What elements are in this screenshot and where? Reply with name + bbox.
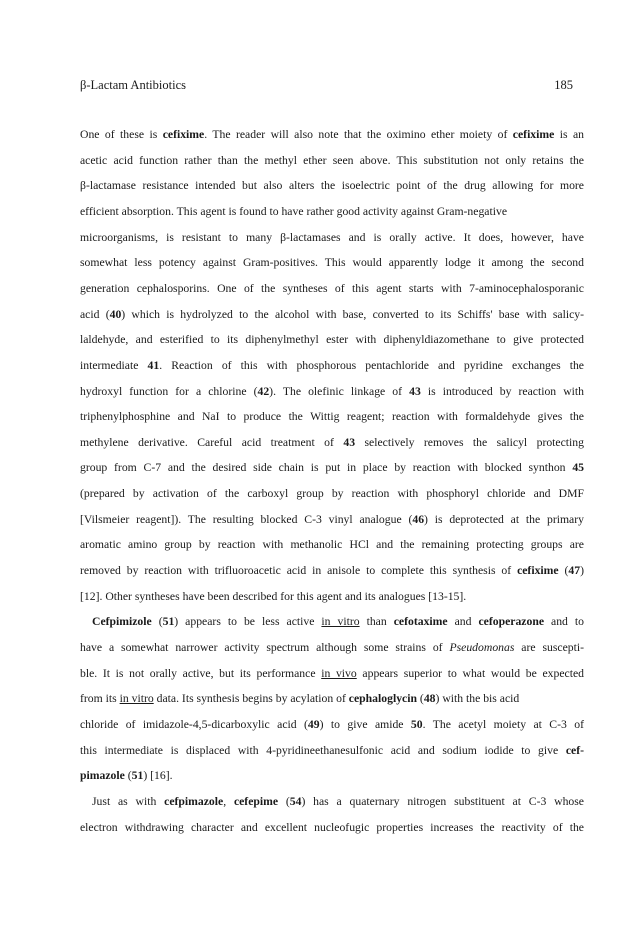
text-run: (: [558, 564, 569, 577]
text-line: [80, 460, 584, 475]
bold-term: cef-: [565, 743, 584, 757]
bold-term: 54: [289, 794, 302, 808]
text-run: ) [16].: [143, 769, 173, 783]
text-line: [80, 409, 584, 424]
text-run: ) to give amide: [319, 717, 411, 731]
text-run: . The acetyl moiety at C-3 of: [422, 717, 584, 731]
text-run: have a somewhat narrower activity spectrum although some strains of: [80, 641, 450, 654]
bold-term: 49: [307, 717, 320, 731]
bold-term: 48: [423, 692, 436, 706]
underlined-term: in vitro: [119, 692, 154, 706]
text-line: [80, 204, 584, 219]
text-run: acetic acid function rather than the methyl ether seen above. This substitution not only retains the: [80, 153, 584, 167]
underlined-term: in vivo: [321, 666, 357, 680]
bold-term: cefixime: [517, 564, 559, 577]
bold-term: 50: [410, 717, 423, 731]
text-line: [80, 230, 584, 245]
text-run: aromatic amino group by reaction with methanolic HCl and the remaining protecting groups are: [80, 538, 584, 552]
paragraph-first-line: [92, 794, 584, 809]
bold-term: 41: [147, 358, 160, 372]
text-line: [80, 512, 584, 527]
text-run: are suscepti-: [514, 641, 585, 654]
text-run: intermediate: [80, 358, 148, 372]
text-run: acid (: [80, 307, 110, 321]
text-run: [Vilsmeier reagent]). The resulting blocked C-3 vinyl analogue (: [80, 512, 413, 526]
text-run: One of these is: [80, 128, 163, 141]
text-line: [80, 486, 584, 501]
text-run: ) which is hydrolyzed to the alcohol with base, converted to its Schiffs' base with salicy-: [121, 307, 584, 321]
underlined-term: in vitro: [321, 615, 360, 629]
text-run: electron withdrawing character and excellent nucleofugic properties increases the reactivity of the: [80, 820, 584, 834]
text-line: [80, 153, 584, 168]
text-run: ble. It is not orally active, but its performance: [80, 666, 322, 680]
text-line: [80, 178, 584, 193]
text-run: and: [447, 615, 479, 629]
bold-term: 43: [409, 384, 421, 398]
bold-term: 43: [343, 435, 356, 449]
text-line: [80, 589, 584, 604]
text-run: hydroxyl function for a chlorine (: [80, 384, 258, 398]
text-run: removed by reaction with trifluoroacetic acid in anisole to complete this synthesis of: [80, 564, 518, 577]
text-line: [80, 743, 584, 758]
paragraph-first-line: [92, 614, 584, 629]
text-line: [80, 691, 584, 706]
text-run: efficient absorption. This agent is found to have rather good activity against Gram-negative: [80, 204, 508, 218]
bold-term: 47: [568, 564, 581, 577]
bold-term: 51: [162, 615, 175, 629]
text-run: . The reader will also note that the oximino ether moiety of: [204, 128, 513, 141]
text-line: [80, 358, 584, 373]
text-line: [80, 666, 584, 681]
text-run: . Reaction of this with phosphorous pentachloride and pyridine exchanges the: [159, 358, 584, 372]
text-run: somewhat less potency against Gram-positives. This would apparently lodge it among the second: [80, 256, 584, 270]
bold-term: cefixime: [162, 128, 205, 141]
text-line: [80, 563, 584, 578]
bold-term: pimazole: [80, 769, 125, 783]
text-run: (: [151, 615, 163, 629]
text-run: this intermediate is displaced with 4-pyridineethanesulfonic acid and sodium iodide to give: [80, 743, 566, 757]
bold-term: cephaloglycin: [348, 692, 417, 706]
bold-term: 40: [109, 307, 122, 321]
text-line: [80, 820, 584, 835]
running-title: β-Lactam Antibiotics: [80, 78, 186, 92]
text-run: ) is deprotected at the primary: [424, 512, 584, 526]
text-run: ) appears to be less active: [174, 615, 322, 629]
text-run: ): [580, 564, 584, 577]
text-run: methylene derivative. Careful acid treatment of: [80, 435, 344, 449]
text-line: [80, 281, 584, 296]
text-run: (: [416, 692, 424, 706]
bold-term: 42: [257, 384, 270, 398]
text-run: (: [278, 794, 290, 808]
text-line: [80, 307, 584, 322]
text-run: ). The olefinic linkage of: [269, 384, 410, 398]
text-run: data. Its synthesis begins by acylation of: [153, 692, 349, 706]
bold-term: 46: [412, 512, 425, 526]
text-line: [80, 127, 584, 142]
italic-term: Pseudomonas: [449, 641, 515, 654]
text-run: group from C-7 and the desired side chain is put in place by reaction with blocked synthon: [80, 461, 573, 475]
text-line: [80, 717, 584, 732]
text-line: [80, 768, 584, 783]
text-run: laldehyde, and esterified to its diphenylmethyl ester with diphenyldiazomethane to give protected: [80, 333, 584, 347]
text-line: [80, 537, 584, 552]
text-run: (: [124, 769, 132, 783]
bold-term: cefepime: [233, 794, 279, 808]
text-run: [12]. Other syntheses have been described for this agent and its analogues [13-15].: [80, 589, 467, 603]
text-line: [80, 384, 584, 399]
text-line: [80, 640, 584, 655]
text-run: β-lactamase resistance intended but also alters the isoelectric point of the drug allowing for more: [80, 179, 584, 193]
text-run: is introduced by reaction with: [420, 384, 584, 398]
text-line: [80, 332, 584, 347]
page-number: 185: [554, 78, 573, 92]
text-line: [80, 255, 584, 270]
text-run: selectively removes the salicyl protecting: [355, 435, 584, 449]
text-run: and to: [544, 615, 584, 629]
text-run: is an: [554, 128, 584, 141]
text-run: than: [359, 615, 394, 629]
text-run: microorganisms, is resistant to many β-lactamases and is orally active. It does, however, have: [80, 230, 584, 244]
text-run: ) has a quaternary nitrogen substituent at C-3 whose: [301, 794, 584, 808]
text-line: [80, 435, 584, 450]
bold-term: cefpimazole: [164, 794, 224, 808]
bold-term: cefotaxime: [393, 615, 448, 629]
text-run: from its: [80, 692, 120, 706]
text-run: ,: [223, 794, 234, 808]
text-run: ) with the bis acid: [435, 692, 520, 706]
text-run: appears superior to what would be expected: [356, 666, 585, 680]
bold-term: cefoperazone: [478, 615, 545, 629]
bold-term: 51: [131, 769, 144, 783]
text-run: generation cephalosporins. One of the syntheses of this agent starts with 7-aminocephalosporanic: [80, 281, 584, 295]
bold-term: Cefpimizole: [92, 615, 152, 629]
text-run: Just as with: [92, 794, 165, 808]
text-run: (prepared by activation of the carboxyl group by reaction with phosphoryl chloride and DMF: [80, 487, 584, 501]
bold-term: 45: [572, 461, 584, 475]
bold-term: cefixime: [512, 128, 555, 141]
text-run: triphenylphosphine and NaI to produce the Wittig reagent; reaction with formaldehyde gives the: [80, 410, 584, 424]
text-run: chloride of imidazole-4,5-dicarboxylic acid (: [80, 717, 308, 731]
